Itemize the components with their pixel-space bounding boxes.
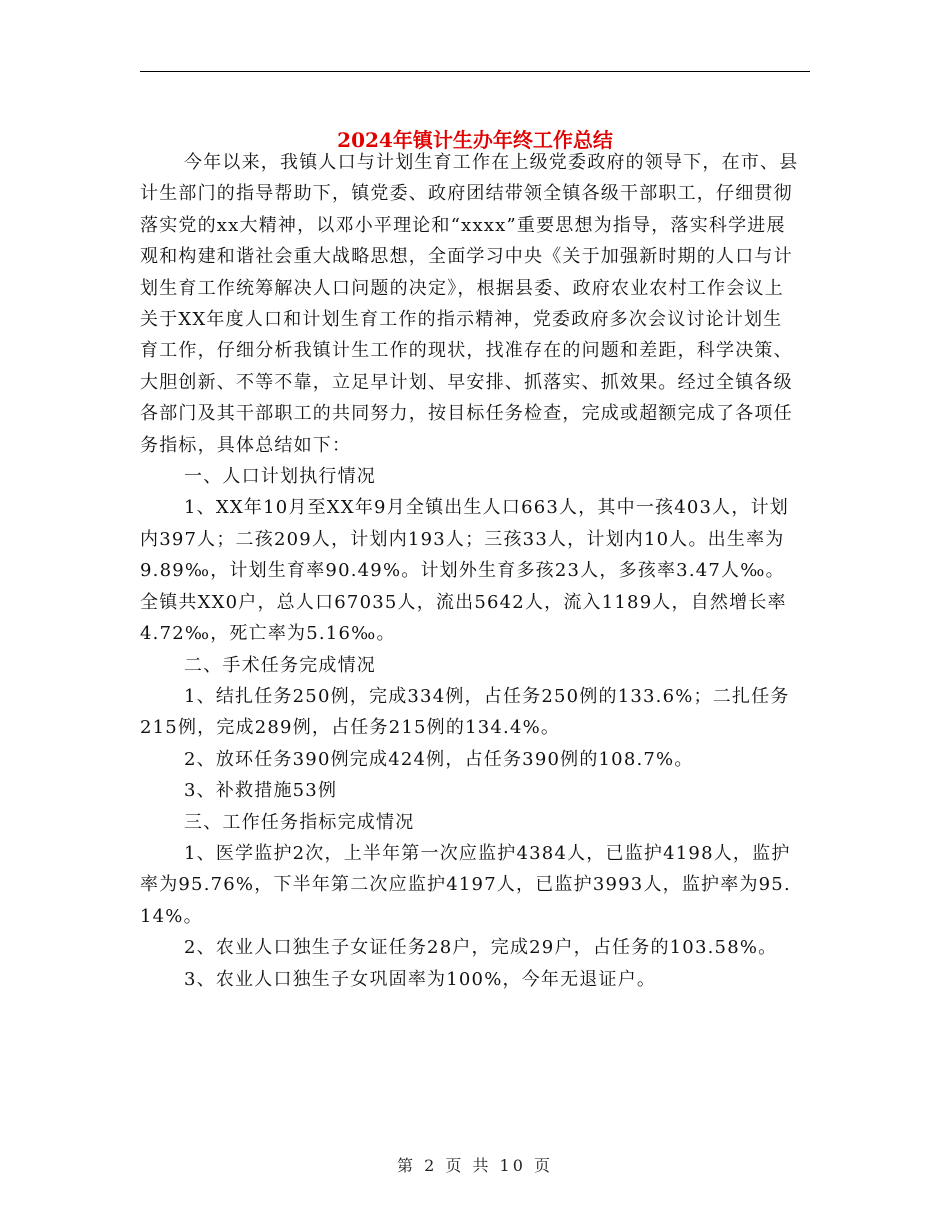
page-number: 第 2 页 共 10 页 — [397, 1156, 553, 1175]
section-heading-tasks: 三、工作任务指标完成情况 — [184, 811, 415, 833]
paragraph-tasks-3: 3、农业人口独生子女巩固率为100%，今年无退证户。 — [184, 968, 657, 990]
document-body — [140, 147, 800, 995]
paragraph-surgery-1: 1、结扎任务250例，完成334例，占任务250例的133.6%；二扎任务215例，完成289例，占任务215例的134.4%。 — [140, 685, 790, 739]
section-heading-surgery: 二、手术任务完成情况 — [184, 654, 376, 676]
paragraph-surgery-3: 3、补救措施53例 — [184, 780, 338, 802]
paragraph-surgery-2: 2、放环任务390例完成424例，占任务390例的108.7%。 — [184, 748, 694, 770]
document-title: 2024年镇计生办年终工作总结 — [337, 128, 613, 153]
section-heading-population: 一、人口计划执行情况 — [184, 466, 376, 488]
header-rule — [140, 71, 810, 72]
paragraph-tasks-1: 1、医学监护2次，上半年第一次应监护4384人，已监护4198人，监护率为95.76%，下半年第二次应监护4197人，已监护3993人，监护率为95.14%。 — [140, 842, 791, 927]
paragraph-population-stats: 1、XX年10月至XX年9月全镇出生人口663人，其中一孩403人，计划内397人；二孩209人，计划内193人；三孩33人，计划内10人。出生率为9.89‰，计划生育率90.49%。计划外生育多孩23人，多孩率3.47人‰。全镇共XX0户，总人口67035人，流出5642人，流入1189人，自然增长率4.72‰，死亡率为5.16‰。 — [140, 497, 789, 645]
paragraph-tasks-2: 2、农业人口独生子女证任务28户，完成29户，占任务的103.58%。 — [184, 937, 778, 959]
paragraph-intro: 今年以来，我镇人口与计划生育工作在上级党委政府的领导下，在市、县计生部门的指导帮助下，镇党委、政府团结带领全镇各级干部职工，仔细贯彻落实党的xx大精神，以邓小平理论和“xxxx”重要思想为指导，落实科学进展观和构建和谐社会重大战略思想，全面学习中央《关于加强新时期的人口与计划生育工作统筹解决人口问题的决定》，根据县委、政府农业农村工作会议上关于XX年度人口和计划生育工作的指示精神，党委政府多次会议讨论计划生育工作，仔细分析我镇计生工作的现状，找准存在的问题和差距，科学决策、大胆创新、不等不靠，立足早计划、早安排、抓落实、抓效果。经过全镇各级各部门及其干部职工的共同努力，按目标任务检查，完成或超额完成了各项任务指标，具体总结如下： — [140, 152, 799, 456]
